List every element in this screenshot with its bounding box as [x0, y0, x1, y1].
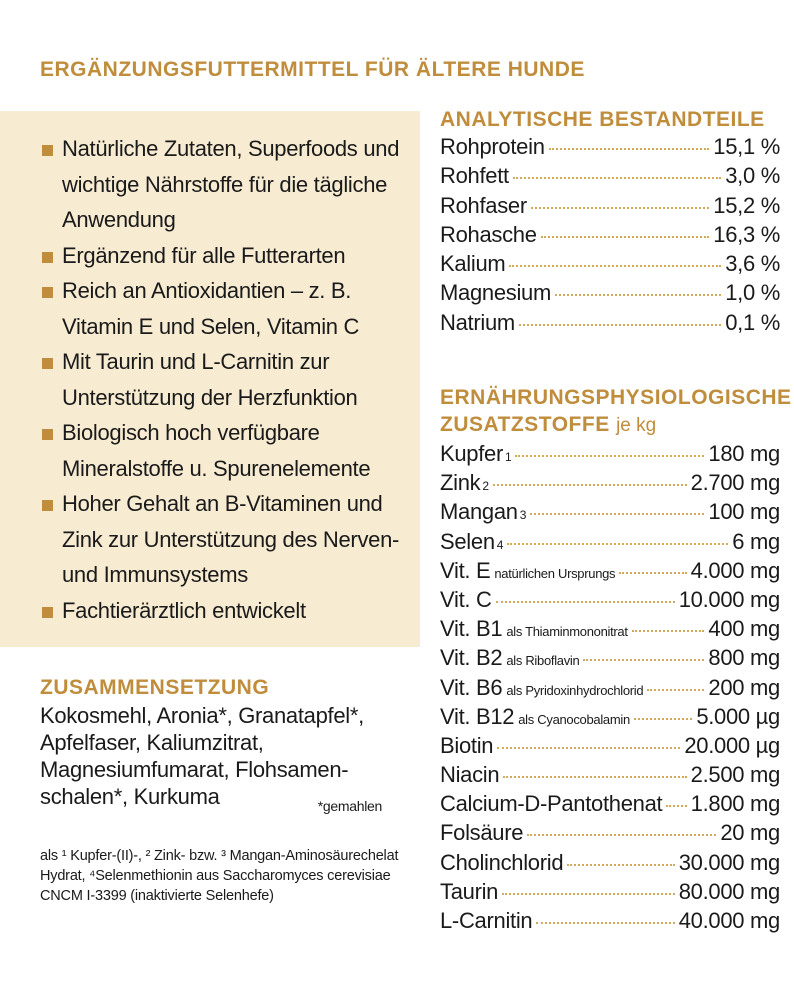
- row-label: Rohfett: [440, 163, 509, 189]
- table-row: [440, 616, 780, 645]
- row-value: 400 mg: [708, 616, 780, 642]
- table-row: [440, 310, 780, 339]
- dot-leader: [509, 265, 721, 267]
- dot-leader: [632, 630, 705, 632]
- table-row: [440, 470, 780, 499]
- row-value: 20 mg: [720, 820, 780, 846]
- row-label: Zink: [440, 470, 481, 496]
- row-value: 15,2 %: [713, 192, 780, 218]
- row-value: 1.800 mg: [690, 791, 780, 817]
- table-row: [440, 280, 780, 309]
- footnote-marker: 4: [496, 537, 504, 552]
- row-label: Taurin: [440, 878, 499, 904]
- additives-table: [440, 441, 780, 937]
- list-item: Natürliche Zutaten, Superfoods und wichtige Nährstoffe für die tägliche Anwendung: [42, 131, 412, 238]
- row-value: 16,3 %: [713, 221, 780, 247]
- list-item: Biologisch hoch verfügbare Mineralstoffe u. Spurenelemente: [42, 415, 412, 486]
- row-value: 2.700 mg: [690, 470, 780, 496]
- list-item: Fachtierärztlich entwickelt: [42, 593, 412, 629]
- square-bullet-icon: [42, 287, 53, 298]
- row-label: Folsäure: [440, 820, 524, 846]
- footnote-marker: 2: [482, 479, 489, 494]
- dot-leader: [647, 689, 704, 691]
- dot-leader: [503, 776, 686, 778]
- table-row: [440, 704, 780, 733]
- dot-leader: [515, 455, 704, 457]
- table-row: [440, 908, 780, 937]
- dot-leader: [531, 207, 709, 209]
- table-row: [440, 163, 780, 192]
- table-row: [440, 529, 780, 558]
- row-value: 3,6 %: [725, 251, 780, 277]
- table-row: [440, 587, 780, 616]
- list-item: Hoher Gehalt an B-Vitaminen und Zink zur Unterstützung des Nerven- und Immunsystems: [42, 486, 412, 593]
- square-bullet-icon: [42, 429, 53, 440]
- row-label: Rohprotein: [440, 134, 545, 159]
- ground-note: *gemahlen: [317, 798, 382, 814]
- row-label: Kupfer: [440, 441, 504, 466]
- square-bullet-icon: [42, 607, 53, 618]
- dot-leader: [536, 922, 674, 924]
- dot-leader: [549, 148, 710, 150]
- list-item: Reich an Antioxidantien – z. B. Vitamin E und Selen, Vitamin C: [42, 273, 412, 344]
- row-label: Magnesium: [440, 280, 552, 306]
- footnote-marker: 3: [519, 508, 527, 523]
- row-note: natürlichen Ursprungs: [494, 565, 616, 581]
- row-label: Niacin: [440, 762, 500, 788]
- row-label: Vit. B12: [440, 703, 515, 729]
- row-label: Biotin: [440, 732, 494, 758]
- analytic-heading: ANALYTISCHE BESTANDTEILE: [440, 108, 765, 131]
- row-value: 40.000 mg: [678, 908, 780, 933]
- row-label: Vit. B6: [440, 674, 503, 700]
- benefits-panel: [0, 111, 420, 647]
- row-label: Rohfaser: [440, 192, 527, 218]
- row-value: 15,1 %: [713, 134, 780, 159]
- row-value: 200 mg: [708, 674, 780, 700]
- dot-leader: [497, 747, 680, 749]
- dot-leader: [583, 659, 704, 661]
- row-value: 10.000 mg: [678, 586, 780, 612]
- table-row: [440, 222, 780, 251]
- dot-leader: [507, 543, 728, 545]
- dot-leader: [527, 834, 716, 836]
- dot-leader: [555, 294, 721, 296]
- row-note: als Riboflavin: [506, 653, 580, 669]
- row-value: 20.000 µg: [684, 732, 780, 758]
- table-row: [440, 791, 780, 820]
- dot-leader: [502, 893, 675, 895]
- table-row: [440, 645, 780, 674]
- square-bullet-icon: [42, 145, 53, 156]
- square-bullet-icon: [42, 500, 53, 511]
- row-note: als Thiaminmononitrat: [506, 624, 628, 640]
- square-bullet-icon: [42, 358, 53, 369]
- dot-leader: [496, 601, 675, 603]
- footnote-marker: 1: [505, 450, 512, 464]
- analytic-section: [440, 108, 780, 339]
- row-label: L-Carnitin: [440, 908, 533, 933]
- row-label: Kalium: [440, 251, 506, 277]
- dot-leader: [567, 864, 674, 866]
- row-label: Mangan: [440, 499, 518, 525]
- row-label: Vit. C: [440, 586, 492, 612]
- row-label: Vit. B1: [440, 616, 503, 642]
- table-row: [440, 134, 780, 163]
- row-label: Calcium-D-Pantothenat: [440, 791, 663, 817]
- row-value: 1,0 %: [725, 280, 780, 306]
- row-label: Natrium: [440, 309, 515, 335]
- square-bullet-icon: [42, 252, 53, 263]
- table-row: [440, 733, 780, 762]
- row-value: 800 mg: [708, 645, 780, 671]
- row-value: 4.000 mg: [690, 557, 780, 583]
- dot-leader: [513, 177, 721, 179]
- row-value: 30.000 mg: [678, 849, 780, 875]
- row-value: 0,1 %: [725, 309, 780, 335]
- footnote: als ¹ Kupfer-(II)-, ² Zink- bzw. ³ Mangan-Aminosäurechelat Hydrat, ⁴Selenmethionin aus Saccharomyces cerevisiae CNCM I-3399 (inaktivierte Selenhefe): [40, 848, 399, 904]
- row-label: Cholinchlorid: [440, 849, 564, 875]
- row-label: Vit. E: [440, 557, 491, 583]
- table-row: [440, 251, 780, 280]
- row-value: 2.500 mg: [690, 762, 780, 788]
- dot-leader: [666, 805, 686, 807]
- row-note: als Cyanocobalamin: [518, 711, 630, 727]
- composition-text: Kokosmehl, Aronia*, Granatapfel*, Apfelfaser, Kaliumzitrat, Magnesiumfumarat, Flohsamenschalen*, Kurkuma: [40, 703, 364, 809]
- row-value: 6 mg: [732, 528, 780, 554]
- row-label: Selen: [440, 528, 495, 554]
- row-value: 180 mg: [708, 441, 780, 466]
- table-row: [440, 441, 780, 470]
- row-value: 5.000 µg: [696, 703, 780, 729]
- row-label: Vit. B2: [440, 645, 503, 671]
- composition-heading: ZUSAMMENSETZUNG: [40, 676, 270, 699]
- additives-heading-line2: ZUSATZSTOFFE: [440, 413, 610, 436]
- table-row: [440, 762, 780, 791]
- per-kg-label: je kg: [616, 415, 657, 436]
- table-row: [440, 499, 780, 528]
- composition-section: [40, 676, 400, 820]
- analytic-table: [440, 134, 780, 339]
- additives-heading-line1: ERNÄHRUNGSPHYSIOLOGISCHE: [440, 386, 792, 409]
- list-item: Mit Taurin und L-Carnitin zur Unterstützung der Herzfunktion: [42, 344, 412, 415]
- table-row: [440, 675, 780, 704]
- dot-leader: [541, 236, 710, 238]
- dot-leader: [530, 513, 704, 515]
- page-title: ERGÄNZUNGSFUTTERMITTEL FÜR ÄLTERE HUNDE: [40, 58, 585, 81]
- table-row: [440, 850, 780, 879]
- table-row: [440, 558, 780, 587]
- additives-section: [440, 384, 792, 937]
- dot-leader: [634, 718, 692, 720]
- row-value: 3,0 %: [725, 163, 780, 189]
- additives-heading: [440, 384, 792, 439]
- list-item: Ergänzend für alle Futterarten: [42, 238, 412, 274]
- dot-leader: [519, 324, 721, 326]
- table-row: [440, 879, 780, 908]
- dot-leader: [619, 572, 686, 574]
- dot-leader: [493, 484, 687, 486]
- table-row: [440, 193, 780, 222]
- row-value: 80.000 mg: [678, 878, 780, 904]
- row-note: als Pyridoxinhydrochlorid: [506, 682, 644, 698]
- table-row: [440, 820, 780, 849]
- benefits-list: [0, 111, 420, 628]
- row-label: Rohasche: [440, 221, 537, 247]
- row-value: 100 mg: [708, 499, 780, 525]
